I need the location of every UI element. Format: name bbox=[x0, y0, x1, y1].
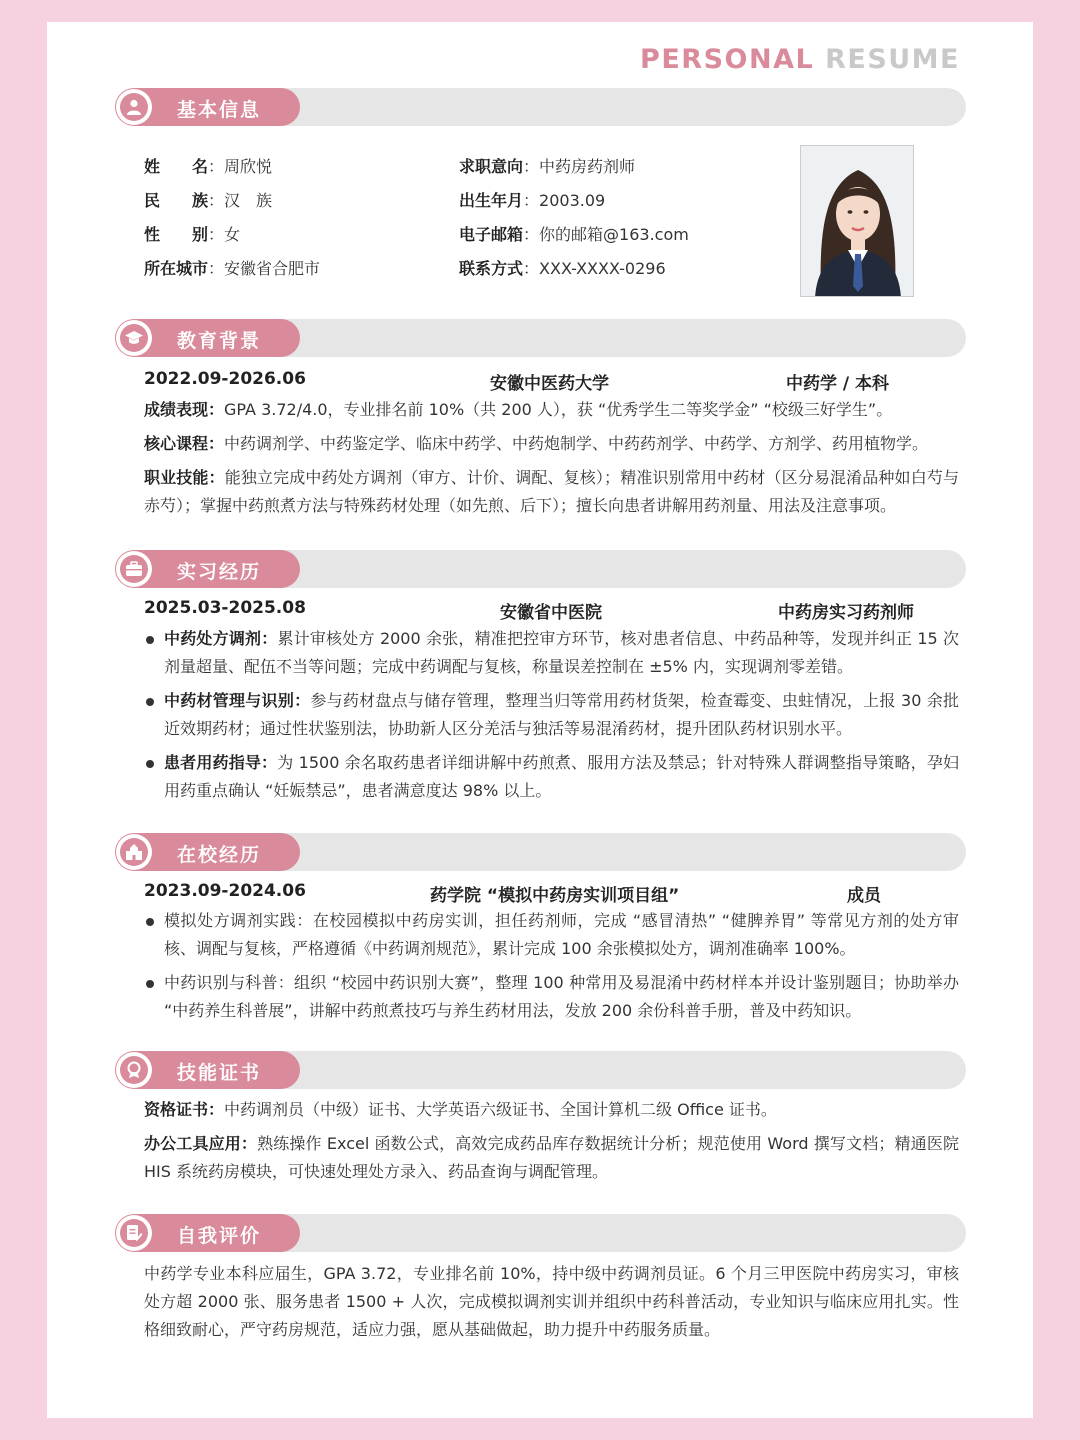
edu-period: 2022.09-2026.06 bbox=[144, 369, 306, 389]
avatar bbox=[800, 145, 914, 297]
edu-grade: 成绩表现：GPA 3.72/4.0，专业排名前 10%（共 200 人），获 “优秀学生二等奖学金” “校级三好学生”。 bbox=[144, 400, 893, 419]
briefcase-icon bbox=[120, 555, 148, 583]
user-icon bbox=[120, 93, 148, 121]
cert-office-tools: 办公工具应用：熟练操作 Excel 函数公式，高效完成药品库存数据统计分析；规范使用 Word 撰写文档；精通医院 HIS 系统药房模块，可快速处理处方录入、药品查询与调配管理。 bbox=[144, 1134, 959, 1181]
birth-row: 出生年月：2003.09 bbox=[459, 191, 606, 210]
edu-school: 安徽中医药大学 bbox=[490, 374, 609, 394]
section-heading: 教育背景 bbox=[177, 330, 262, 352]
building-icon bbox=[120, 838, 148, 866]
email-row: 电子邮箱：你的邮箱@163.com bbox=[459, 225, 689, 244]
list-item: 中药材管理与识别：参与药材盘点与储存管理，整理当归等常用药材货架，检查霉变、虫蛀情况，上报 30 余批近效期药材；通过性状鉴别法，协助新人区分羌活与独活等易混淆药材，提升团队药材识别水平。 bbox=[144, 687, 959, 743]
gender-row: 性 别：女 bbox=[144, 225, 241, 244]
intern-org: 安徽省中医院 bbox=[500, 603, 602, 623]
resume-page bbox=[47, 22, 1033, 1418]
campus-period: 2023.09-2024.06 bbox=[144, 881, 306, 901]
campus-org: 药学院 “模拟中药房实训项目组” bbox=[430, 886, 680, 906]
section-campus bbox=[115, 833, 966, 871]
resume-title: PERSONAL RESUME bbox=[640, 44, 960, 75]
document-edit-icon bbox=[120, 1219, 148, 1247]
section-heading: 自我评价 bbox=[177, 1225, 262, 1247]
list-item: 中药识别与科普：组织 “校园中药识别大赛”，整理 100 种常用及易混淆中药材样本并设计鉴别题目；协助举办 “中药养生科普展”，讲解中药煎煮技巧与养生药材用法，发放 200 余份科普手册，普及中药知识。 bbox=[144, 969, 959, 1025]
section-heading: 实习经历 bbox=[177, 561, 262, 583]
cert-qualifications: 资格证书：中药调剂员（中级）证书、大学英语六级证书、全国计算机二级 Office 证书。 bbox=[144, 1100, 777, 1119]
edu-major: 中药学 / 本科 bbox=[786, 374, 890, 394]
award-icon bbox=[120, 1056, 148, 1084]
section-self-evaluation bbox=[115, 1214, 966, 1252]
campus-role: 成员 bbox=[847, 886, 881, 906]
section-heading: 基本信息 bbox=[177, 99, 262, 121]
intern-role: 中药房实习药剂师 bbox=[778, 603, 914, 623]
section-education bbox=[115, 319, 966, 357]
section-heading: 在校经历 bbox=[177, 844, 262, 866]
city-row: 所在城市：安徽省合肥市 bbox=[144, 259, 321, 278]
section-internship bbox=[115, 550, 966, 588]
list-item: 中药处方调剂：累计审核处方 2000 余张，精准把控审方环节，核对患者信息、中药品种等，发现并纠正 15 次剂量超量、配伍不当等问题；完成中药调配与复核，称量误差控制在 ±5% 内，实现调剂零差错。 bbox=[144, 625, 959, 681]
phone-row: 联系方式：XXX-XXXX-0296 bbox=[459, 259, 666, 278]
section-basic-info bbox=[115, 88, 966, 126]
section-heading: 技能证书 bbox=[177, 1062, 262, 1084]
self-evaluation-text: 中药学专业本科应届生，GPA 3.72，专业排名前 10%，持中级中药调剂员证。6 个月三甲医院中药房实习，审核处方超 2000 张、服务患者 1500 + 人次，完成模拟调剂实训并组织中药科普活动，专业知识与临床应用扎实。性格细致耐心，严守药房规范，适应力强，愿从基础做起，助力提升中药服务质量。 bbox=[144, 1264, 959, 1339]
intern-period: 2025.03-2025.08 bbox=[144, 598, 306, 618]
job-row: 求职意向：中药房药剂师 bbox=[459, 157, 636, 176]
list-item: 模拟处方调剂实践：在校园模拟中药房实训，担任药剂师，完成 “感冒清热” “健脾养胃” 等常见方剂的处方审核、调配与复核，严格遵循《中药调剂规范》，累计完成 100 余张模拟处方，调剂准确率 100%。 bbox=[144, 907, 959, 963]
ethnic-row: 民 族：汉 族 bbox=[144, 191, 273, 210]
edu-skills: 职业技能：能独立完成中药处方调剂（审方、计价、调配、复核）；精准识别常用中药材（区分易混淆品种如白芍与赤芍）；掌握中药煎煮方法与特殊药材处理（如先煎、后下）；擅长向患者讲解用药剂量、用法及注意事项。 bbox=[144, 468, 959, 515]
list-item: 患者用药指导：为 1500 余名取药患者详细讲解中药煎煮、服用方法及禁忌；针对特殊人群调整指导策略，孕妇用药重点确认 “妊娠禁忌”，患者满意度达 98% 以上。 bbox=[144, 749, 959, 805]
section-certificates bbox=[115, 1051, 966, 1089]
graduation-cap-icon bbox=[120, 324, 148, 352]
edu-courses: 核心课程：中药调剂学、中药鉴定学、临床中药学、中药炮制学、中药药剂学、中药学、方剂学、药用植物学。 bbox=[144, 434, 929, 453]
name-row: 姓 名：周欣悦 bbox=[144, 157, 273, 176]
